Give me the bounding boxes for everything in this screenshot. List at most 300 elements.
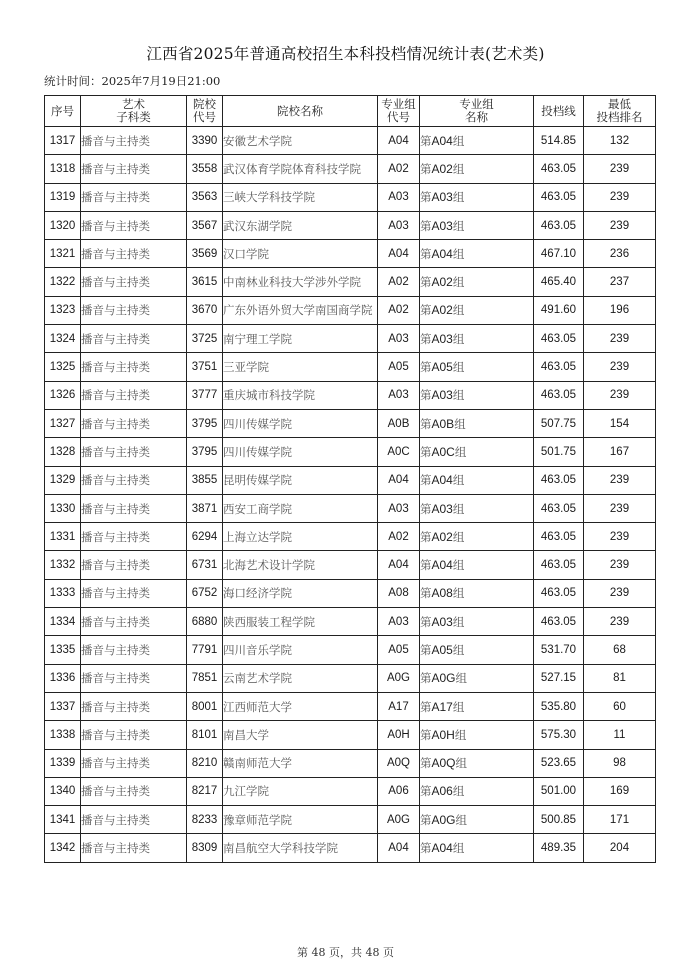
cell-seq: 1333 [45,579,81,607]
cell-group-name [420,183,534,211]
group-suffix: 组 [452,501,465,516]
cell-school-code: 3795 [187,438,223,466]
table-row [45,608,656,636]
group-suffix: 组 [452,784,465,799]
cell-group-code: A02 [378,296,420,324]
cell-school-name: 安徽艺术学院 [223,127,378,155]
cell-group-code: A08 [378,579,420,607]
cell-seq: 1342 [45,834,81,862]
cell-category: 播音与主持类 [81,523,187,551]
cell-school-code: 8233 [187,806,223,834]
group-prefix: 第 [420,841,432,856]
cell-score: 527.15 [534,664,584,692]
cell-rank: 239 [584,579,656,607]
group-suffix: 组 [452,388,465,403]
group-prefix: 第 [420,331,432,346]
cell-school-name: 九江学院 [223,777,378,805]
cell-group-name [420,127,534,155]
group-id: A0G [431,671,456,686]
table-row [45,692,656,720]
cell-group-name [420,381,534,409]
cell-score: 463.05 [534,211,584,239]
cell-school-name: 昆明传媒学院 [223,466,378,494]
cell-score: 463.05 [534,551,584,579]
page-footer: 第 48 页，共 48 页 [297,946,394,959]
cell-school-code: 3569 [187,240,223,268]
cell-score: 491.60 [534,296,584,324]
group-id: A03 [431,218,453,233]
cell-group-code: A17 [378,692,420,720]
group-suffix: 组 [455,671,468,686]
cell-school-code: 3558 [187,155,223,183]
table-row [45,268,656,296]
group-id: A0Q [431,756,456,771]
cell-group-name [420,296,534,324]
group-suffix: 组 [452,303,465,318]
table-row [45,494,656,522]
group-id: A0C [431,444,455,459]
cell-group-code: A02 [378,268,420,296]
cell-score: 463.05 [534,325,584,353]
cell-group-code: A04 [378,127,420,155]
group-suffix: 组 [452,841,465,856]
table-row [45,749,656,777]
cell-category: 播音与主持类 [81,721,187,749]
group-prefix: 第 [420,671,432,686]
header-rank: 最低 投档排名 [584,96,656,127]
cell-category: 播音与主持类 [81,409,187,437]
cell-rank: 239 [584,608,656,636]
cell-rank: 169 [584,777,656,805]
cell-seq: 1332 [45,551,81,579]
cell-group-name [420,834,534,862]
group-suffix: 组 [454,727,467,742]
group-prefix: 第 [420,388,432,403]
table-row [45,721,656,749]
cell-rank: 239 [584,551,656,579]
cell-group-name [420,240,534,268]
cell-school-name: 南昌航空大学科技学院 [223,834,378,862]
cell-rank: 68 [584,636,656,664]
cell-group-code: A03 [378,183,420,211]
header-school-name: 院校名称 [223,96,378,127]
cell-school-code: 3670 [187,296,223,324]
cell-rank: 132 [584,127,656,155]
group-id: A0H [431,727,455,742]
cell-group-code: A0G [378,664,420,692]
cell-school-code: 6880 [187,608,223,636]
cell-group-code: A02 [378,155,420,183]
group-id: A03 [431,614,453,629]
table-row [45,296,656,324]
table-row [45,127,656,155]
cell-group-name [420,806,534,834]
group-suffix: 组 [452,473,465,488]
cell-seq: 1337 [45,692,81,720]
cell-score: 463.05 [534,381,584,409]
cell-category: 播音与主持类 [81,211,187,239]
cell-group-code: A03 [378,494,420,522]
cell-group-code: A0H [378,721,420,749]
cell-seq: 1321 [45,240,81,268]
cell-category: 播音与主持类 [81,608,187,636]
cell-category: 播音与主持类 [81,325,187,353]
cell-seq: 1326 [45,381,81,409]
cell-school-name: 重庆城市科技学院 [223,381,378,409]
cell-score: 463.05 [534,466,584,494]
group-prefix: 第 [420,303,432,318]
cell-group-name [420,721,534,749]
cell-school-name: 三峡大学科技学院 [223,183,378,211]
cell-category: 播音与主持类 [81,155,187,183]
group-id: A03 [431,388,453,403]
cell-school-code: 7851 [187,664,223,692]
header-group-name: 专业组 名称 [420,96,534,127]
group-prefix: 第 [420,444,432,459]
cell-rank: 60 [584,692,656,720]
group-suffix: 组 [454,416,466,431]
group-suffix: 组 [452,586,465,601]
cell-group-code: A03 [378,211,420,239]
cell-school-name: 上海立达学院 [223,523,378,551]
table-row [45,325,656,353]
table-row [45,155,656,183]
cell-seq: 1319 [45,183,81,211]
group-prefix: 第 [420,218,432,233]
cell-group-name [420,749,534,777]
cell-score: 463.05 [534,579,584,607]
document-title: 江西省2025年普通高校招生本科投档情况统计表(艺术类) [146,45,545,63]
cell-seq: 1323 [45,296,81,324]
cell-school-name: 南宁理工学院 [223,325,378,353]
cell-school-name: 云南艺术学院 [223,664,378,692]
cell-score: 535.80 [534,692,584,720]
group-suffix: 组 [452,246,465,261]
cell-school-code: 3615 [187,268,223,296]
group-id: A02 [431,529,453,544]
cell-group-code: A0Q [378,749,420,777]
group-id: A05 [431,642,453,657]
table-row [45,579,656,607]
group-id: A03 [431,331,453,346]
group-suffix: 组 [452,161,465,176]
cell-category: 播音与主持类 [81,240,187,268]
header-category: 艺术 子科类 [81,96,187,127]
group-suffix: 组 [452,699,465,714]
cell-rank: 11 [584,721,656,749]
group-suffix: 组 [452,360,465,375]
cell-school-code: 6731 [187,551,223,579]
cell-seq: 1339 [45,749,81,777]
table-row [45,211,656,239]
group-id: A02 [431,275,453,290]
cell-score: 500.85 [534,806,584,834]
cell-seq: 1338 [45,721,81,749]
cell-school-name: 南昌大学 [223,721,378,749]
cell-category: 播音与主持类 [81,551,187,579]
group-suffix: 组 [452,614,465,629]
group-prefix: 第 [420,699,432,714]
cell-category: 播音与主持类 [81,296,187,324]
group-suffix: 组 [452,529,465,544]
cell-rank: 237 [584,268,656,296]
cell-score: 465.40 [534,268,584,296]
cell-school-code: 8210 [187,749,223,777]
table-row [45,381,656,409]
group-id: A04 [431,558,453,573]
cell-group-code: A05 [378,353,420,381]
cell-school-code: 8101 [187,721,223,749]
cell-score: 463.05 [534,494,584,522]
cell-group-code: A06 [378,777,420,805]
group-prefix: 第 [420,360,432,375]
cell-category: 播音与主持类 [81,806,187,834]
cell-rank: 239 [584,494,656,522]
cell-score: 514.85 [534,127,584,155]
group-prefix: 第 [420,756,432,771]
cell-rank: 239 [584,466,656,494]
group-prefix: 第 [420,501,432,516]
cell-group-code: A04 [378,834,420,862]
cell-school-name: 江西师范大学 [223,692,378,720]
cell-category: 播音与主持类 [81,353,187,381]
group-prefix: 第 [420,614,432,629]
group-prefix: 第 [420,642,432,657]
group-prefix: 第 [420,812,432,827]
cell-seq: 1341 [45,806,81,834]
cell-group-code: A03 [378,381,420,409]
cell-school-code: 3855 [187,466,223,494]
cell-rank: 171 [584,806,656,834]
group-suffix: 组 [452,218,465,233]
cell-category: 播音与主持类 [81,834,187,862]
cell-school-code: 7791 [187,636,223,664]
cell-group-name [420,268,534,296]
cell-group-code: A04 [378,466,420,494]
cell-group-code: A04 [378,551,420,579]
group-prefix: 第 [420,161,432,176]
cell-rank: 239 [584,325,656,353]
cell-seq: 1325 [45,353,81,381]
group-id: A03 [431,190,453,205]
cell-school-name: 广东外语外贸大学南国商学院 [223,296,378,324]
cell-school-code: 3871 [187,494,223,522]
cell-rank: 98 [584,749,656,777]
group-id: A05 [431,360,453,375]
cell-rank: 239 [584,155,656,183]
cell-school-name: 海口经济学院 [223,579,378,607]
cell-score: 463.05 [534,183,584,211]
cell-school-code: 3567 [187,211,223,239]
cell-school-code: 6294 [187,523,223,551]
group-suffix: 组 [452,558,465,573]
cell-seq: 1327 [45,409,81,437]
table-row [45,777,656,805]
cell-group-code: A03 [378,608,420,636]
group-id: A08 [431,586,453,601]
cell-rank: 239 [584,353,656,381]
cell-school-name: 武汉东湖学院 [223,211,378,239]
cell-group-name [420,325,534,353]
table-row [45,523,656,551]
cell-seq: 1334 [45,608,81,636]
group-suffix: 组 [452,331,465,346]
cell-score: 467.10 [534,240,584,268]
cell-rank: 167 [584,438,656,466]
cell-group-code: A0B [378,409,420,437]
group-prefix: 第 [420,275,432,290]
cell-school-name: 北海艺术设计学院 [223,551,378,579]
cell-group-name [420,579,534,607]
group-suffix: 组 [455,756,468,771]
cell-group-name [420,438,534,466]
group-id: A0G [431,812,456,827]
cell-seq: 1328 [45,438,81,466]
cell-school-name: 汉口学院 [223,240,378,268]
group-prefix: 第 [420,784,432,799]
cell-school-code: 6752 [187,579,223,607]
group-suffix: 组 [455,812,468,827]
cell-category: 播音与主持类 [81,268,187,296]
cell-group-name [420,494,534,522]
cell-category: 播音与主持类 [81,127,187,155]
table-row [45,240,656,268]
table-row [45,551,656,579]
cell-school-code: 3390 [187,127,223,155]
group-id: A06 [431,784,453,799]
cell-rank: 196 [584,296,656,324]
cell-seq: 1331 [45,523,81,551]
cell-group-name [420,608,534,636]
cell-seq: 1320 [45,211,81,239]
cell-school-name: 四川音乐学院 [223,636,378,664]
cell-score: 575.30 [534,721,584,749]
cell-score: 463.05 [534,353,584,381]
cell-group-code: A05 [378,636,420,664]
cell-seq: 1324 [45,325,81,353]
group-id: A03 [431,501,453,516]
table-row [45,409,656,437]
cell-group-name [420,353,534,381]
table-row [45,183,656,211]
cell-group-code: A02 [378,523,420,551]
cell-school-name: 武汉体育学院体育科技学院 [223,155,378,183]
cell-score: 501.75 [534,438,584,466]
cell-category: 播音与主持类 [81,579,187,607]
cell-category: 播音与主持类 [81,381,187,409]
cell-category: 播音与主持类 [81,438,187,466]
cell-seq: 1330 [45,494,81,522]
cell-rank: 239 [584,211,656,239]
table-row [45,466,656,494]
cell-school-code: 8001 [187,692,223,720]
group-suffix: 组 [454,444,467,459]
group-id: A17 [431,699,453,714]
cell-category: 播音与主持类 [81,636,187,664]
table-row [45,636,656,664]
group-prefix: 第 [420,416,432,431]
cell-school-name: 中南林业科技大学涉外学院 [223,268,378,296]
cell-rank: 239 [584,523,656,551]
group-prefix: 第 [420,529,432,544]
table-body [45,127,656,863]
cell-school-code: 3725 [187,325,223,353]
cell-rank: 154 [584,409,656,437]
table-row [45,834,656,862]
cell-category: 播音与主持类 [81,183,187,211]
cell-school-code: 3563 [187,183,223,211]
cell-seq: 1318 [45,155,81,183]
cell-group-name [420,211,534,239]
header-group-code: 专业组 代号 [378,96,420,127]
cell-score: 463.05 [534,608,584,636]
group-prefix: 第 [420,586,432,601]
cell-school-code: 3777 [187,381,223,409]
cell-category: 播音与主持类 [81,692,187,720]
cell-seq: 1317 [45,127,81,155]
cell-category: 播音与主持类 [81,664,187,692]
cell-school-name: 四川传媒学院 [223,438,378,466]
group-id: A04 [431,473,453,488]
cell-group-name [420,409,534,437]
table-row [45,353,656,381]
group-prefix: 第 [420,473,432,488]
table-row [45,664,656,692]
group-prefix: 第 [420,246,432,261]
cell-group-name [420,636,534,664]
cell-school-name: 西安工商学院 [223,494,378,522]
stat-time: 统计时间：2025年7月19日21:00 [44,74,221,88]
cell-group-name [420,551,534,579]
cell-score: 501.00 [534,777,584,805]
cell-group-name [420,692,534,720]
cell-school-name: 豫章师范学院 [223,806,378,834]
group-id: A04 [431,133,453,148]
cell-category: 播音与主持类 [81,777,187,805]
cell-score: 489.35 [534,834,584,862]
cell-score: 507.75 [534,409,584,437]
group-prefix: 第 [420,133,432,148]
cell-score: 463.05 [534,155,584,183]
table-row [45,438,656,466]
cell-school-name: 赣南师范大学 [223,749,378,777]
cell-group-code: A0C [378,438,420,466]
cell-seq: 1335 [45,636,81,664]
cell-group-code: A03 [378,325,420,353]
cell-seq: 1336 [45,664,81,692]
cell-school-name: 陕西服装工程学院 [223,608,378,636]
group-suffix: 组 [452,190,465,205]
cell-score: 463.05 [534,523,584,551]
header-school-code: 院校 代号 [187,96,223,127]
cell-rank: 239 [584,183,656,211]
group-prefix: 第 [420,727,432,742]
cell-group-code: A0G [378,806,420,834]
header-row [45,96,656,127]
cell-category: 播音与主持类 [81,749,187,777]
group-suffix: 组 [452,133,465,148]
table-row [45,806,656,834]
cell-category: 播音与主持类 [81,466,187,494]
group-id: A02 [431,161,453,176]
group-suffix: 组 [452,275,465,290]
cell-seq: 1329 [45,466,81,494]
group-id: A0B [431,416,455,431]
cell-group-name [420,466,534,494]
cell-school-code: 3751 [187,353,223,381]
cell-rank: 81 [584,664,656,692]
cell-seq: 1322 [45,268,81,296]
